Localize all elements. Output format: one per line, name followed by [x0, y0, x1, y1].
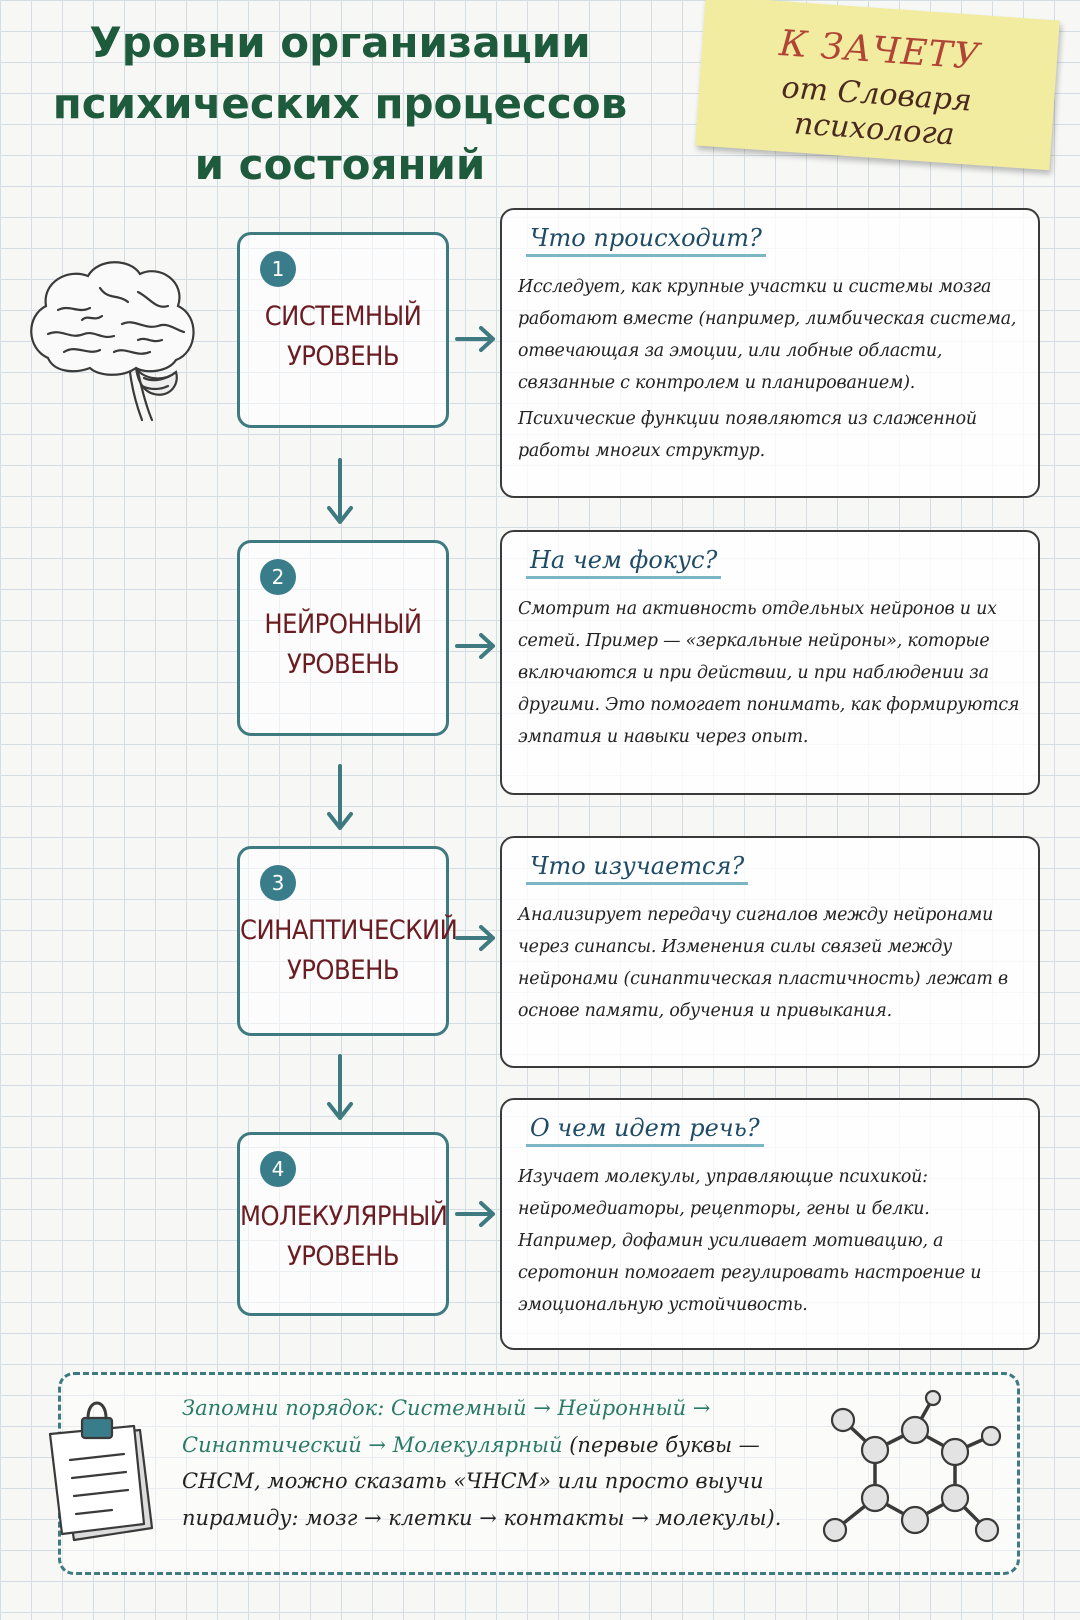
level-label-line-1: НЕЙРОННЫЙ [264, 609, 422, 640]
brain-icon [18, 248, 208, 428]
level-label [240, 605, 446, 685]
sticky-note-line-2: от Словаря психолога [780, 70, 973, 153]
level-number-badge: 1 [260, 251, 296, 287]
level-label-line-1: МОЛЕКУЛЯРНЫЙ [240, 1201, 448, 1232]
info-card-molecular [500, 1098, 1040, 1350]
memo-highlight: Запомни порядок: Системный → Нейронный → Синаптический → Молекулярный [182, 1396, 711, 1457]
card-heading: Что происходит? [526, 224, 766, 257]
memo-text [182, 1390, 782, 1536]
clipboard-icon [40, 1390, 160, 1550]
level-label [240, 911, 458, 991]
title-line-2: психических процессов [52, 79, 628, 128]
level-box-synaptic [237, 846, 458, 1036]
level-label-line-2: УРОВЕНЬ [286, 955, 399, 986]
arrow-down-icon [325, 1054, 355, 1124]
card-heading: О чем идет речь? [526, 1114, 764, 1147]
level-number-badge: 4 [260, 1151, 296, 1187]
level-label-line-2: УРОВЕНЬ [286, 1241, 399, 1272]
level-label [240, 297, 446, 377]
level-label-line-1: СИСТЕМНЫЙ [264, 301, 422, 332]
page-title [40, 12, 640, 195]
memo-rest: (первые буквы — СНСМ, можно сказать «ЧНСМ» или просто выучи пирамиду: мозг → клетки → контакты → молекулы). [182, 1432, 782, 1530]
arrow-right-icon [455, 325, 497, 353]
card-paragraph: Смотрит на активность отдельных нейронов и их сетей. Пример — «зеркальные нейроны», которые включаются и при действии, и при наблюдении за другими. Это помогает понимать, как формируются эмпатия и навыки через опыт. [518, 599, 1020, 747]
level-number-badge: 2 [260, 559, 296, 595]
info-card-neuronal [500, 530, 1040, 795]
arrow-right-icon [455, 1200, 497, 1228]
arrow-right-icon [455, 632, 497, 660]
level-number-badge: 3 [260, 865, 296, 901]
info-card-synaptic [500, 836, 1040, 1068]
card-heading: На чем фокус? [526, 546, 721, 579]
card-paragraph: Анализирует передачу сигналов между нейронами через синапсы. Изменения силы связей между нейронами (синаптическая пластичность) лежат в основе памяти, обучения и привыкания. [518, 905, 1008, 1021]
level-box-molecular [237, 1132, 449, 1316]
molecule-icon [805, 1390, 1015, 1565]
level-label-line-2: УРОВЕНЬ [286, 649, 399, 680]
title-line-1: Уровни организации [89, 18, 591, 67]
sticky-note [695, 0, 1060, 170]
arrow-down-icon [325, 458, 355, 528]
level-box-systemic [237, 232, 449, 428]
level-label [240, 1197, 446, 1277]
card-paragraph: Психические функции появляются из слаженной работы многих структур. [518, 409, 977, 461]
arrow-down-icon [325, 764, 355, 834]
card-heading: Что изучается? [526, 852, 748, 885]
arrow-right-icon [455, 924, 497, 952]
card-paragraph: Исследует, как крупные участки и системы мозга работают вместе (например, лимбическая система, отвечающая за эмоции, или лобные области, связанные с контролем и планированием). [518, 277, 1017, 393]
level-label-line-1: СИНАПТИЧЕСКИЙ [240, 915, 458, 946]
level-box-neuronal [237, 540, 449, 736]
card-paragraph: Изучает молекулы, управляющие психикой: нейромедиаторы, рецепторы, гены и белки. Например, дофамин усиливает мотивацию, а серотонин помогает регулировать настроение и эмоциональную устойчивость. [518, 1167, 982, 1315]
level-label-line-2: УРОВЕНЬ [286, 341, 399, 372]
info-card-systemic [500, 208, 1040, 498]
sticky-note-line-1: К ЗАЧЕТУ [778, 23, 982, 79]
title-line-3: и состояний [194, 140, 486, 189]
